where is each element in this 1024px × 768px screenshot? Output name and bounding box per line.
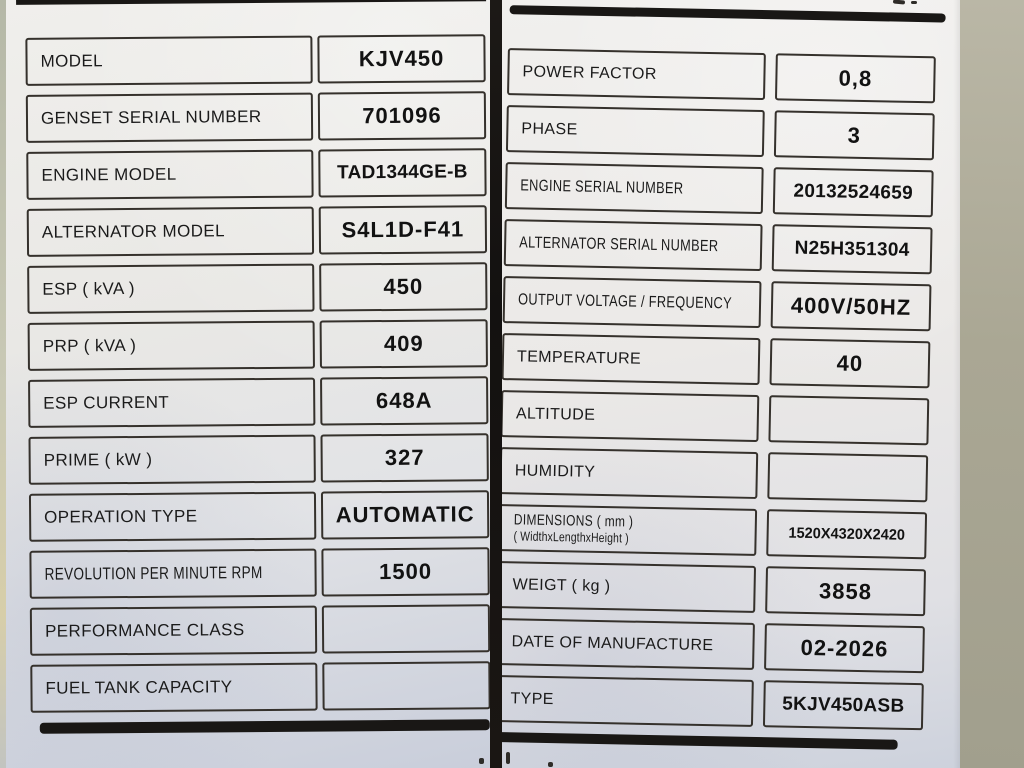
spec-value: 0,8 — [838, 64, 873, 91]
spec-row — [502, 561, 926, 616]
spec-value: N25H351304 — [794, 237, 910, 261]
spec-label-box — [502, 618, 755, 670]
spec-row — [27, 205, 487, 257]
spec-row — [504, 219, 933, 274]
spec-label: PRIME ( kW ) — [43, 449, 153, 470]
spec-value-box — [768, 395, 929, 445]
spec-label: DIMENSIONS ( mm ) — [513, 511, 634, 531]
spec-value: 40 — [836, 349, 864, 376]
nameplate-left-content — [6, 0, 490, 768]
spec-label: ESP CURRENT — [43, 392, 170, 413]
spec-row — [502, 618, 925, 673]
spec-label: TEMPERATURE — [516, 347, 642, 368]
spec-label: MODEL — [40, 51, 104, 71]
spec-value-box — [318, 148, 486, 197]
spec-label: WEIGT ( kg ) — [512, 575, 611, 595]
spec-row — [26, 91, 486, 143]
spec-row — [507, 48, 936, 103]
top-border-bar — [16, 0, 486, 5]
spec-label-box — [502, 447, 758, 499]
spec-label: OPERATION TYPE — [44, 506, 198, 527]
spec-value: 3 — [847, 122, 862, 148]
spec-row — [502, 504, 927, 559]
cutoff-print-mark — [548, 762, 553, 767]
spec-value-box — [320, 319, 488, 368]
spec-label-box — [25, 36, 312, 86]
spec-label-box — [26, 150, 313, 200]
spec-value: 409 — [383, 330, 424, 357]
spec-value-box — [322, 661, 490, 710]
spec-value: 648A — [375, 387, 433, 414]
nameplate-sticker-right — [502, 0, 960, 768]
spec-value-box — [317, 34, 485, 83]
spec-label-box — [29, 492, 316, 542]
spec-row — [502, 447, 928, 502]
spec-row — [28, 319, 488, 371]
spec-label-box — [29, 549, 316, 599]
spec-label-box — [28, 435, 315, 485]
spec-label-box — [506, 105, 765, 157]
bottom-border-bar — [40, 719, 490, 734]
spec-label-box — [503, 276, 762, 328]
spec-row — [26, 148, 486, 200]
spec-value: 1500 — [378, 558, 433, 585]
spec-value: S4L1D-F41 — [341, 216, 465, 243]
spec-label: DATE OF MANUFACTURE — [511, 632, 714, 654]
spec-value-box — [322, 604, 490, 653]
spec-row — [502, 390, 929, 445]
spec-value-box — [319, 205, 487, 254]
spec-value-box — [321, 547, 489, 596]
spec-label-box — [30, 606, 317, 656]
spec-label: ALTITUDE — [515, 404, 596, 424]
cutoff-print-mark — [911, 1, 917, 4]
spec-label: POWER FACTOR — [522, 62, 657, 83]
spec-label-box — [27, 264, 314, 314]
spec-row — [506, 105, 935, 160]
spec-row — [29, 490, 489, 542]
spec-value-box — [773, 167, 934, 217]
spec-value-box — [319, 262, 487, 311]
spec-value-box — [766, 509, 927, 559]
spec-label: PHASE — [521, 119, 578, 138]
spec-row — [505, 162, 934, 217]
spec-value: KJV450 — [358, 45, 445, 72]
spec-value-box — [775, 53, 936, 103]
spec-label: OUTPUT VOLTAGE / FREQUENCY — [517, 290, 733, 312]
spec-row — [29, 547, 489, 599]
spec-label: HUMIDITY — [514, 461, 596, 481]
nameplate-right-content — [502, 0, 960, 768]
spec-value-box — [763, 680, 924, 730]
spec-row — [503, 276, 932, 331]
spec-label-box — [502, 675, 754, 727]
spec-rows-right — [502, 48, 936, 730]
spec-value-box — [320, 433, 488, 482]
spec-value: 400V/50HZ — [790, 292, 912, 320]
spec-label-stack — [513, 512, 633, 546]
spec-label-box — [28, 321, 315, 371]
cutoff-print-mark — [506, 752, 510, 764]
spec-sublabel: ( WidthxLengthxHeight ) — [513, 527, 629, 546]
spec-label: ENGINE SERIAL NUMBER — [520, 176, 684, 198]
spec-label: ESP ( kVA ) — [42, 278, 136, 299]
spec-rows-left — [25, 34, 490, 713]
spec-label-box — [30, 663, 317, 713]
bottom-border-bar — [502, 732, 898, 750]
spec-value: 5KJV450ASB — [782, 693, 905, 717]
spec-value: 327 — [384, 444, 425, 471]
spec-label-box — [502, 390, 759, 442]
spec-label: PERFORMANCE CLASS — [44, 620, 245, 641]
spec-label-box — [26, 93, 313, 143]
spec-label-box — [505, 162, 764, 214]
spec-label-box — [27, 207, 314, 257]
spec-value: 3858 — [818, 577, 873, 604]
spec-value: 450 — [383, 273, 424, 300]
spec-label: GENSET SERIAL NUMBER — [40, 106, 262, 128]
spec-label-box — [507, 48, 766, 100]
spec-row — [502, 675, 924, 730]
spec-value-box — [321, 490, 489, 539]
spec-value: AUTOMATIC — [335, 501, 475, 528]
spec-row — [30, 661, 490, 713]
spec-label: TYPE — [510, 689, 554, 708]
spec-label: REVOLUTION PER MINUTE RPM — [44, 563, 263, 584]
top-border-bar — [510, 5, 946, 22]
spec-label-box — [28, 378, 315, 428]
spec-value: 20132524659 — [793, 180, 914, 204]
spec-value-box — [320, 376, 488, 425]
spec-label-box — [504, 219, 763, 271]
spec-value-box — [774, 110, 935, 160]
spec-value-box — [764, 623, 925, 673]
spec-label-box — [502, 504, 757, 556]
spec-value-box — [318, 91, 486, 140]
spec-row — [502, 333, 930, 388]
spec-value-box — [772, 224, 933, 274]
spec-label: ALTERNATOR MODEL — [41, 221, 226, 242]
spec-row — [28, 433, 488, 485]
spec-label: ENGINE MODEL — [41, 164, 177, 185]
spec-value-box — [765, 566, 926, 616]
spec-value: 701096 — [362, 102, 442, 129]
spec-value-box — [767, 452, 928, 502]
spec-label-box — [502, 333, 760, 385]
spec-label: PRP ( kVA ) — [42, 335, 137, 356]
spec-label: FUEL TANK CAPACITY — [45, 677, 233, 698]
spec-row — [27, 262, 487, 314]
spec-label: ALTERNATOR SERIAL NUMBER — [519, 233, 719, 255]
spec-value: TAD1344GE-B — [336, 161, 468, 184]
spec-value-box — [771, 281, 932, 331]
spec-row — [30, 604, 490, 656]
nameplate-sticker-left — [6, 0, 490, 768]
spec-value: 1520X4320X2420 — [788, 524, 906, 544]
spec-row — [25, 34, 485, 86]
spec-row — [28, 376, 488, 428]
spec-value: 02-2026 — [800, 634, 889, 662]
spec-label-box — [502, 561, 756, 613]
spec-value-box — [770, 338, 931, 388]
cutoff-print-mark — [479, 758, 484, 764]
